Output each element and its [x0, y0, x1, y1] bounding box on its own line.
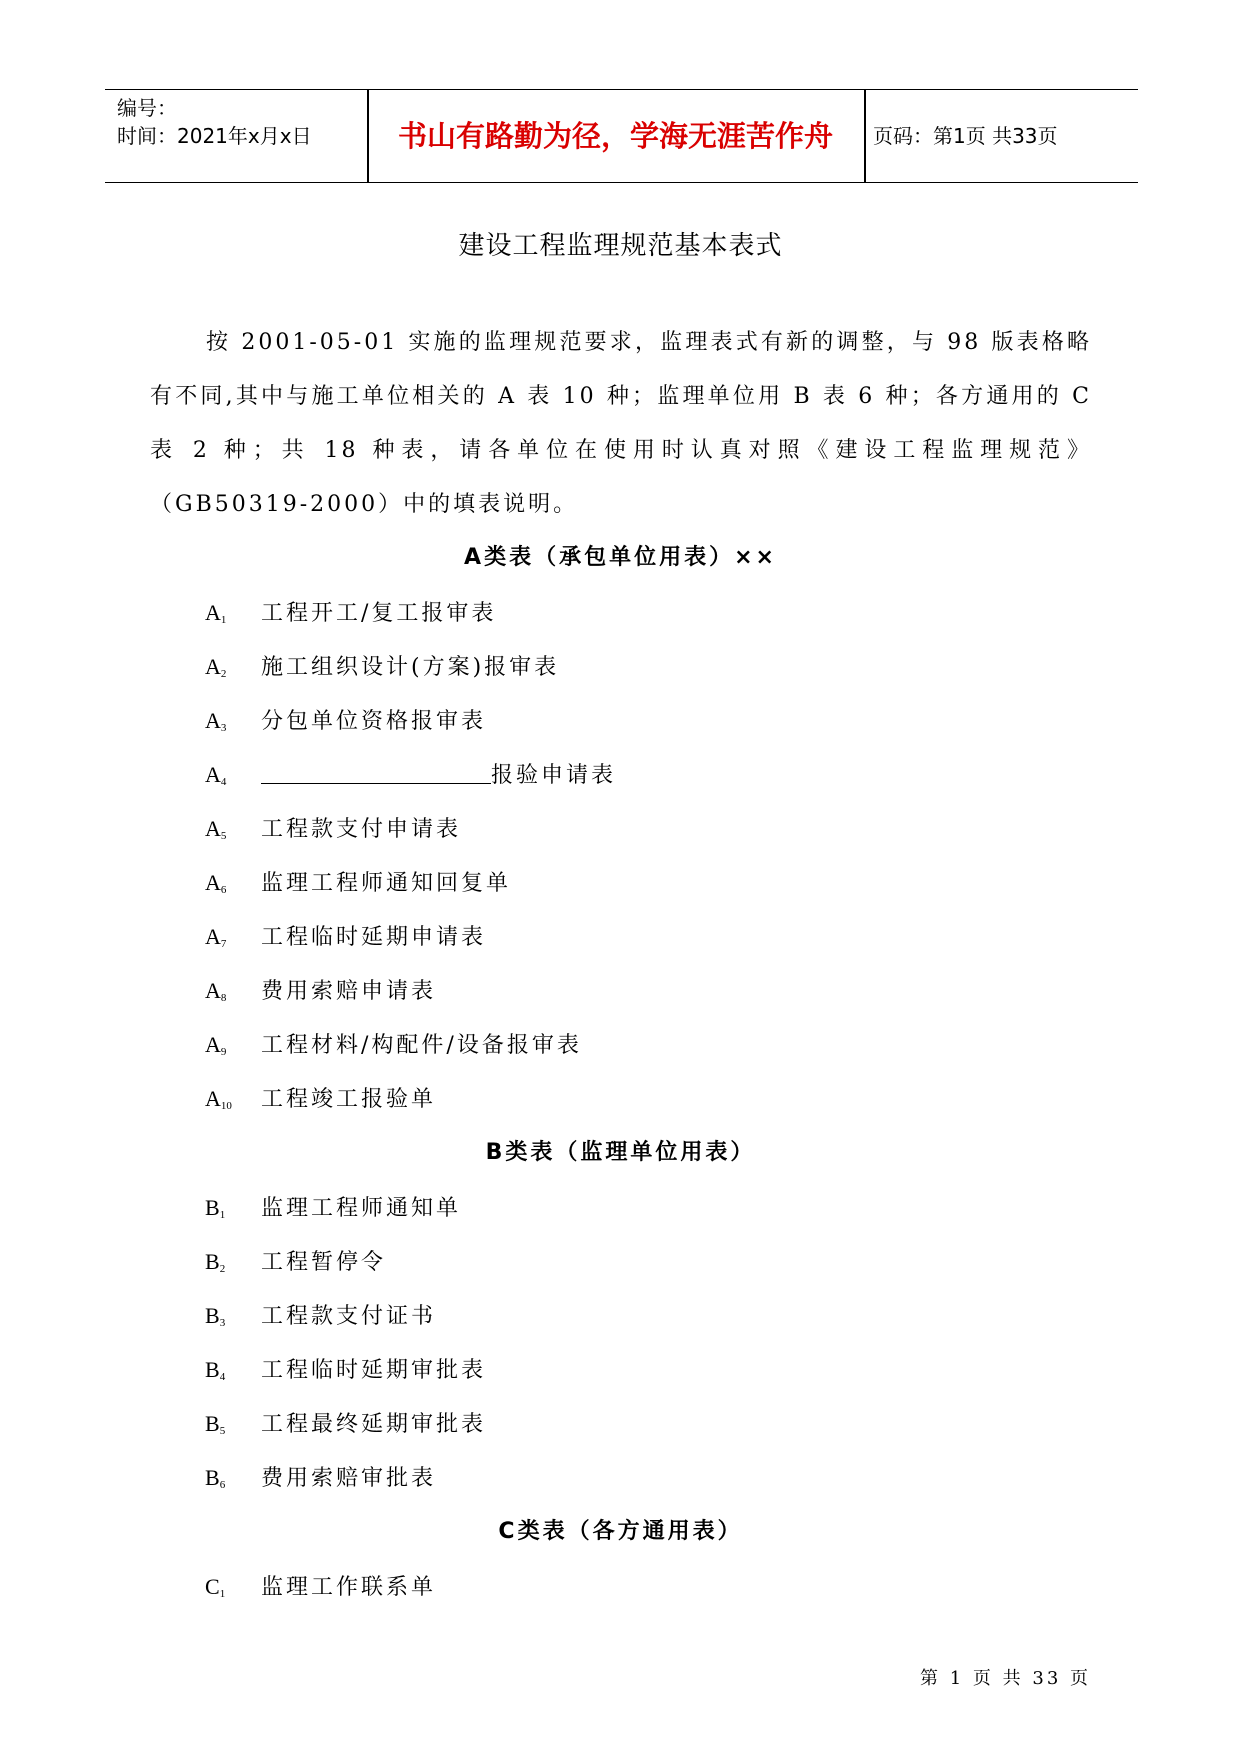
- item-label: 工程竣工报验单: [261, 1087, 437, 1112]
- item-label: 工程款支付证书: [261, 1304, 437, 1329]
- page-footer: 第 1 页 共 33 页: [920, 1668, 1091, 1689]
- list-item: [205, 758, 616, 789]
- header-meta: [117, 94, 312, 150]
- list-item: [205, 974, 436, 1005]
- page-label: 页码：第1页 共33页: [873, 124, 1058, 148]
- item-code: $A_2$: [205, 654, 227, 680]
- header-table: [105, 89, 1138, 183]
- list-item: [205, 1570, 436, 1601]
- item-code: $B_2$: [205, 1249, 226, 1275]
- item-label: 施工组织设计(方案)报审表: [261, 655, 560, 680]
- section-a-heading: A类表（承包单位用表）××: [464, 545, 777, 570]
- item-label: 工程临时延期申请表: [261, 925, 487, 950]
- item-code: $A_9$: [205, 1032, 227, 1058]
- item-label: 工程开工/复工报审表: [261, 601, 497, 626]
- item-code: $A_6$: [205, 870, 227, 896]
- item-label: 工程材料/构配件/设备报审表: [261, 1033, 582, 1058]
- item-code: $A_4$: [205, 762, 227, 788]
- item-label: 工程临时延期审批表: [261, 1358, 487, 1383]
- item-label: 监理工程师通知单: [261, 1196, 462, 1221]
- item-code: $A_1$: [205, 600, 227, 626]
- list-item: [205, 650, 559, 681]
- item-code: $B_6$: [205, 1465, 226, 1491]
- header-divider: [864, 90, 866, 182]
- list-item: [205, 1353, 486, 1384]
- item-code: $B_5$: [205, 1411, 226, 1437]
- number-label: 编号：: [117, 96, 177, 120]
- list-item: [205, 1461, 436, 1492]
- list-item: [205, 812, 461, 843]
- motto: 书山有路勤为径，学海无涯苦作舟: [397, 119, 833, 153]
- list-item: [205, 704, 486, 735]
- list-item: [205, 1407, 486, 1438]
- item-label: 费用索赔审批表: [261, 1466, 437, 1491]
- section-c-heading: C类表（各方通用表）: [498, 1519, 743, 1544]
- list-item: [205, 1299, 436, 1330]
- item-code: $C_1$: [205, 1574, 226, 1600]
- list-item: [205, 1082, 436, 1113]
- page-title: 建设工程监理规范基本表式: [458, 231, 783, 261]
- item-code: $B_4$: [205, 1357, 226, 1383]
- item-label: 报验申请表: [491, 763, 617, 788]
- list-item: [205, 1245, 386, 1276]
- list-item: [205, 1028, 582, 1059]
- section-b-heading: B类表（监理单位用表）: [485, 1140, 756, 1165]
- item-label: 分包单位资格报审表: [261, 709, 487, 734]
- item-label: 工程暂停令: [261, 1250, 387, 1275]
- list-item: [205, 920, 486, 951]
- list-item: [205, 596, 496, 627]
- item-code: $B_1$: [205, 1195, 226, 1221]
- item-code: $A_8$: [205, 978, 227, 1004]
- list-item: [205, 1191, 461, 1222]
- item-label: 工程款支付申请表: [261, 817, 462, 842]
- list-item: [205, 866, 511, 897]
- blank-line: [261, 763, 491, 784]
- item-code: $A_{10}$: [205, 1086, 232, 1112]
- motto-cell: [367, 90, 864, 182]
- item-label: 费用索赔申请表: [261, 979, 437, 1004]
- item-label: 监理工作联系单: [261, 1575, 437, 1600]
- item-code: $A_7$: [205, 924, 227, 950]
- item-code: $B_3$: [205, 1303, 226, 1329]
- intro-paragraph: 按 2001-05-01 实施的监理规范要求，监理表式有新的调整，与 98 版表格略有不同,其中与施工单位相关的 A 表 10 种；监理单位用 B 表 6 种；各方通用的 C 表 2 种；共 18 种表，请各单位在使用时认真对照《建设工程监理规范》（GB50319-2000）中的填表说明。: [150, 330, 1093, 517]
- item-code: $A_5$: [205, 816, 227, 842]
- item-label: 监理工程师通知回复单: [261, 871, 512, 896]
- item-label: 工程最终延期审批表: [261, 1412, 487, 1437]
- item-code: $A_3$: [205, 708, 227, 734]
- time-label: 时间：2021年x月x日: [117, 124, 312, 148]
